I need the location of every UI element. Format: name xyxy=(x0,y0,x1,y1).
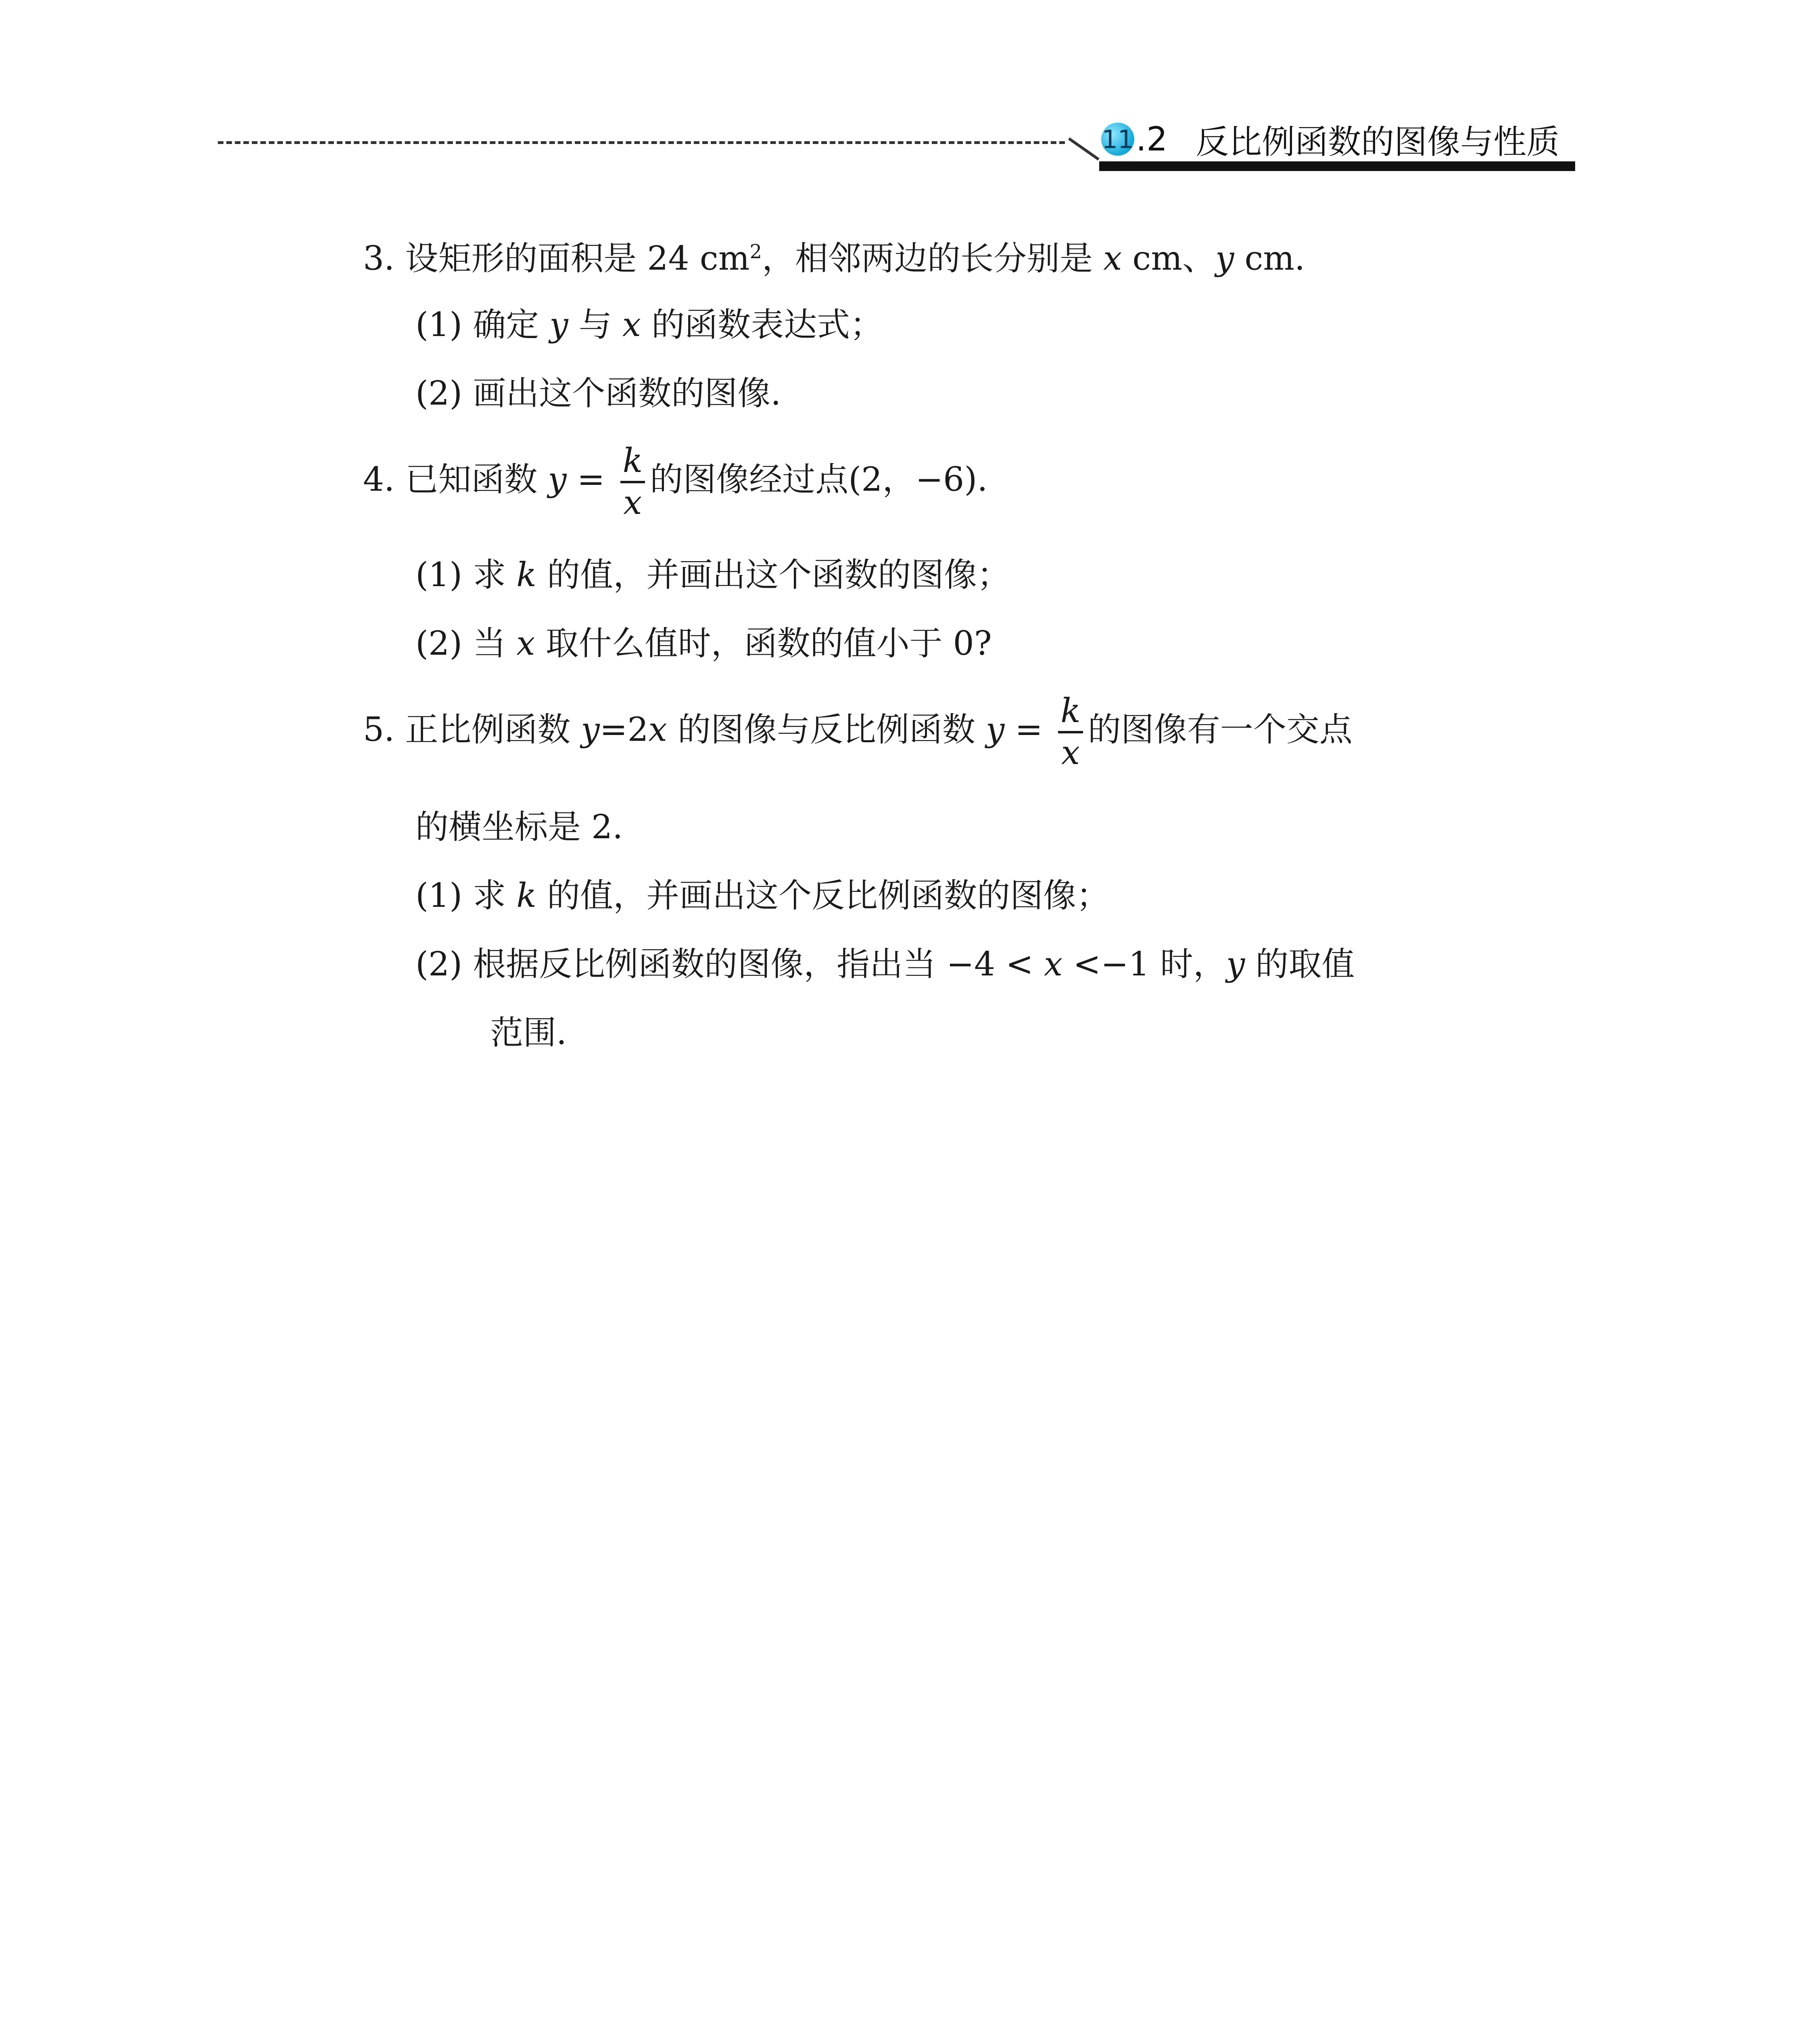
problem-3-part-2: (2) 画出这个函数的图像. xyxy=(415,374,781,413)
header-rule xyxy=(1099,161,1575,171)
problem-5-part-2: (2) 根据反比例函数的图像，指出当 −4 < x <−1 时，y 的取值 xyxy=(415,945,1355,983)
section-number: .2 xyxy=(1136,120,1168,159)
fraction-k-over-x: k x xyxy=(623,444,643,520)
problem-4-stem: 4. 已知函数 y = k x 的图像经过点(2，−6). xyxy=(363,442,988,522)
problem-3-stem: 3. 设矩形的面积是 24 $cm^2$，相邻两边的长分别是 x cm、y cm. xyxy=(363,239,1305,278)
problem-number: 4. xyxy=(363,460,395,499)
problem-number: 5. xyxy=(363,710,395,749)
chapter-badge: 11 xyxy=(1101,123,1134,156)
header-dashed-line xyxy=(218,141,1065,144)
problem-number: 3. xyxy=(363,239,395,278)
section-title: 反比例函数的图像与性质 xyxy=(1196,123,1560,161)
problem-5-stem: 5. 正比例函数 y=2x 的图像与反比例函数 y = k x 的图像有一个交点 xyxy=(363,692,1352,773)
fraction-k-over-x: k x xyxy=(1060,694,1081,770)
header-slant-line xyxy=(1068,138,1100,161)
problem-5-part-1: (1) 求 k 的值，并画出这个反比例函数的图像； xyxy=(415,877,1110,915)
section-header xyxy=(1101,117,1559,161)
problem-4-part-2: (2) 当 x 取什么值时，函数的值小于 0? xyxy=(415,624,992,663)
problem-5-stem-cont: 的横坐标是 2. xyxy=(415,808,623,846)
problem-4-part-1: (1) 求 k 的值，并画出这个函数的图像； xyxy=(415,556,1010,594)
problem-3-part-1: (1) 确定 y 与 x 的函数表达式； xyxy=(415,306,883,344)
problem-5-part-2-cont: 范围. xyxy=(490,1014,567,1052)
